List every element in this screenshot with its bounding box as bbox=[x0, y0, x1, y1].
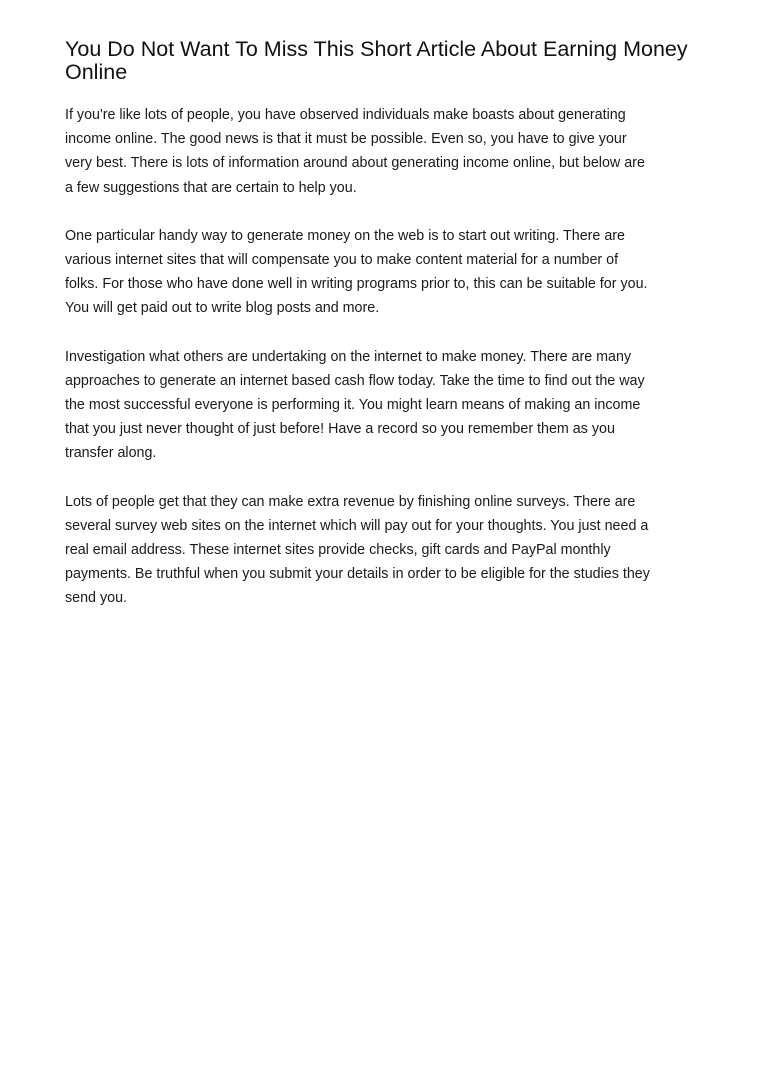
paragraph-line: approaches to generate an internet based cash flow today. Take the time to find out the way bbox=[65, 372, 645, 389]
document-title: You Do Not Want To Miss This Short Article About Earning Money Online bbox=[65, 37, 688, 84]
paragraph-3 bbox=[65, 345, 702, 466]
paragraph-line: a few suggestions that are certain to help you. bbox=[65, 179, 357, 196]
paragraph-line: income online. The good news is that it must be possible. Even so, you have to give your bbox=[65, 131, 627, 148]
paragraph-line: various internet sites that will compensate you to make content material for a number of bbox=[65, 252, 619, 269]
paragraph-line: send you. bbox=[65, 590, 127, 607]
paragraph-line: You will get paid out to write blog posts and more. bbox=[65, 300, 380, 317]
paragraph-line: If you're like lots of people, you have observed individuals make boasts about generating bbox=[65, 107, 626, 123]
paragraph-4 bbox=[65, 490, 702, 611]
paragraph-1 bbox=[65, 103, 702, 200]
paragraph-line: transfer along. bbox=[65, 445, 157, 462]
paragraph-line: several survey web sites on the internet which will pay out for your thoughts. You just need a bbox=[65, 517, 649, 534]
paragraph-line: Lots of people get that they can make extra revenue by finishing online surveys. There are bbox=[65, 493, 636, 510]
paragraph-line: that you just never thought of just before! Have a record so you remember them as you bbox=[65, 421, 615, 438]
paragraph-line: payments. Be truthful when you submit your details in order to be eligible for the studies they bbox=[65, 566, 650, 583]
paragraph-line: One particular handy way to generate money on the web is to start out writing. There are bbox=[65, 227, 626, 244]
paragraph-2 bbox=[65, 224, 702, 321]
paragraph-line: real email address. These internet sites provide checks, gift cards and PayPal monthly bbox=[65, 542, 611, 559]
paragraph-line: Investigation what others are undertaking on the internet to make money. There are many bbox=[65, 348, 632, 365]
paragraph-line: folks. For those who have done well in writing programs prior to, this can be suitable for you. bbox=[65, 276, 648, 293]
paragraph-line: the most successful everyone is performing it. You might learn means of making an income bbox=[65, 397, 641, 414]
paragraph-line: very best. There is lots of information around about generating income online, but below are bbox=[65, 155, 645, 172]
